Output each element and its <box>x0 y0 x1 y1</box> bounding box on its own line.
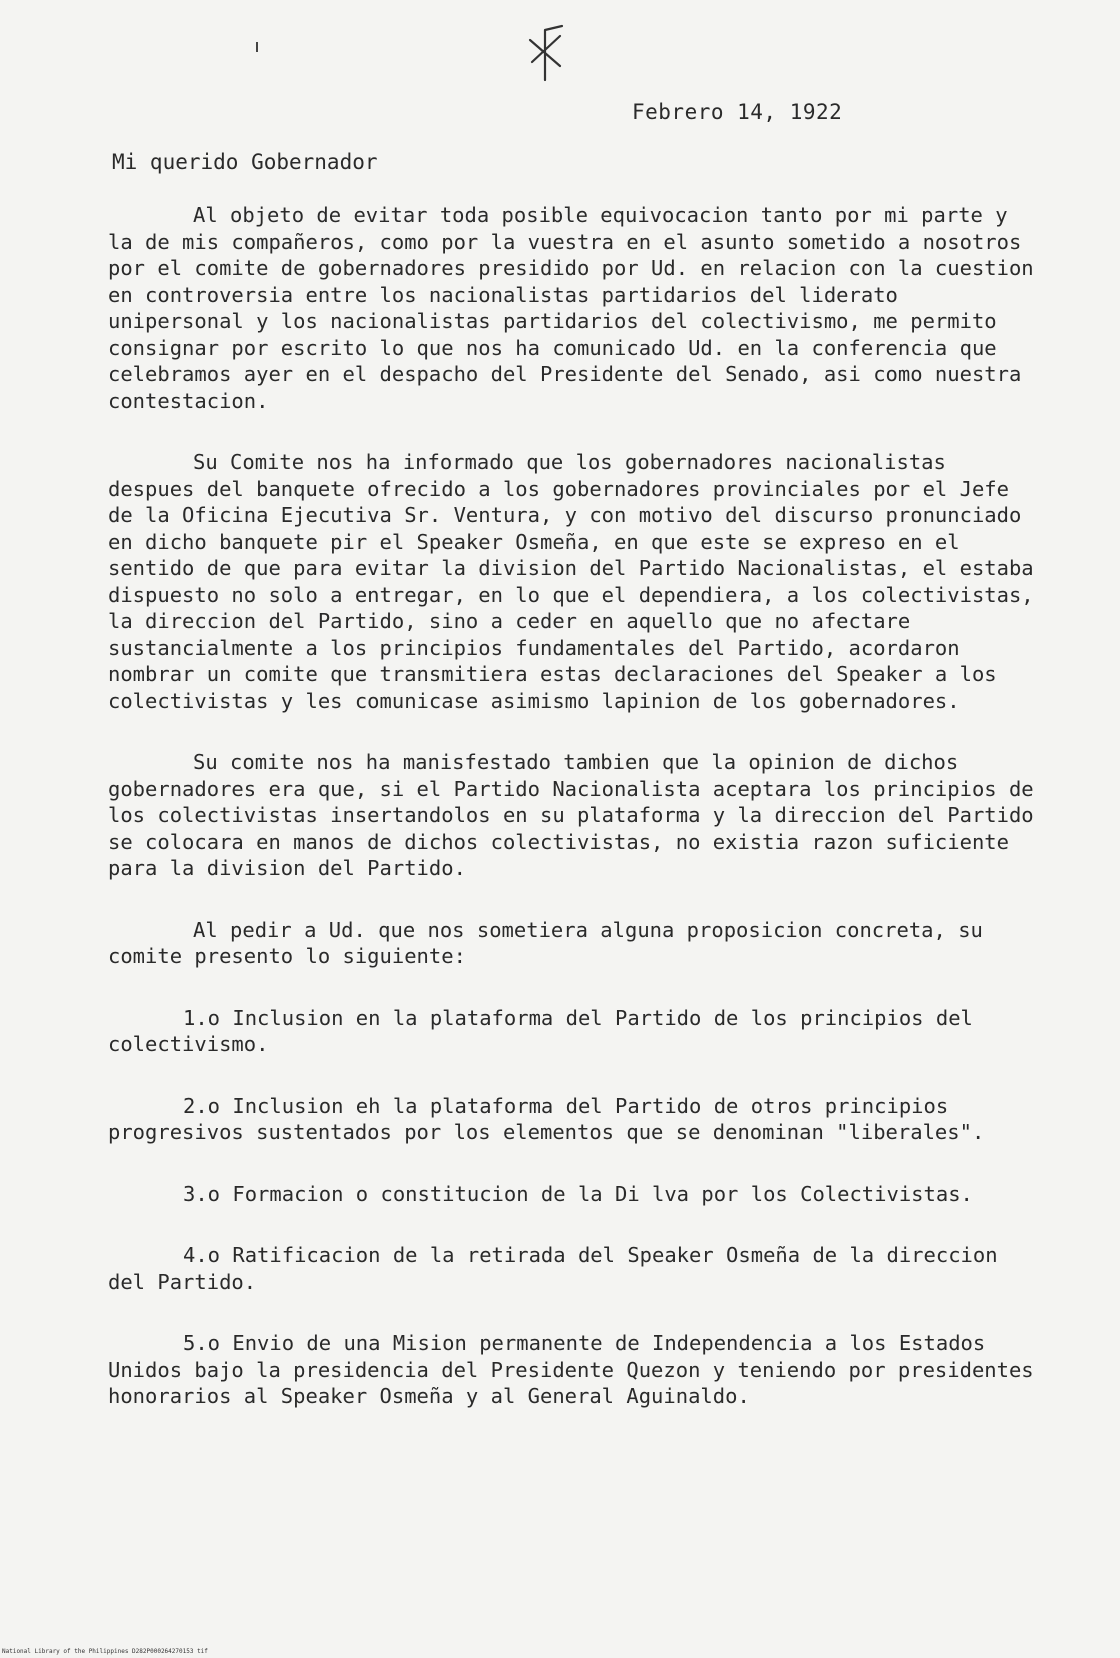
paragraph-3: Su comite nos ha manisfestado tambien que la opinion de dichos gobernadores era que, si el Partido Nacionalista aceptara los principios de los colectivistas insertandolos en su plataforma y la direccion del Partido se colocara en manos de dichos colectivistas, no existia razon suficiente para la division del Partido. <box>108 750 1034 880</box>
letter-body <box>108 202 1038 1445</box>
list-item-3: 3.o Formacion o constitucion de la Di lva por los Colectivistas. <box>183 1181 973 1206</box>
handwritten-asterisk-mark <box>520 22 570 82</box>
paragraph-4: Al pedir a Ud. que nos sometiera alguna proposicion concreta, su comite presento lo siguiente: <box>108 917 983 968</box>
list-item-4: 4.o Ratificacion de la retirada del Speaker Osmeña de la direccion del Partido. <box>108 1243 998 1294</box>
stray-mark <box>256 42 258 52</box>
list-item-2: 2.o Inclusion eh la plataforma del Partido de otros principios progresivos sustentados por los elementos que se denominan "liberales". <box>108 1093 985 1144</box>
list-item-5: 5.o Envio de una Mision permanente de Independencia a los Estados Unidos bajo la presidencia del Presidente Quezon y teniendo por presidentes honorarios al Speaker Osmeña y al General Aguinaldo. <box>108 1331 1034 1408</box>
paragraph-2: Su Comite nos ha informado que los gobernadores nacionalistas despues del banquete ofrecido a los gobernadores provinciales por el Jefe de la Oficina Ejecutiva Sr. Ventura, y con motivo del discurso pronunciado en dicho banquete pir el Speaker Osmeña, en que este se expreso en el sentido de que para evitar la division del Partido Nacionalistas, el estaba dispuesto no solo a entregar, en lo que el dependiera, a los colectivistas, la direccion del Partido, sino a ceder en aquello que no afectare sustancialmente a los principios fundamentales del Partido, acordaron nombrar un comite que transmitiera estas declaraciones del Speaker a los colectivistas y les comunicase asimismo lapinion de los gobernadores. <box>108 450 1034 713</box>
letter-salutation: Mi querido Gobernador <box>112 150 378 174</box>
list-item-1: 1.o Inclusion en la plataforma del Partido de los principios del colectivismo. <box>108 1005 973 1056</box>
letter-date: Febrero 14, 1922 <box>632 100 843 124</box>
archive-footer: National Library of the Philippines D282P000264270153 tif <box>2 1648 208 1655</box>
paragraph-1: Al objeto de evitar toda posible equivocacion tanto por mi parte y la de mis compañeros, como por la vuestra en el asunto sometido a nosotros por el comite de gobernadores presidido por Ud. en relacion con la cuestion en controversia entre los nacionalistas partidarios del liderato unipersonal y los nacionalistas partidarios del colectivismo, me permito consignar por escrito lo que nos ha comunicado Ud. en la conferencia que celebramos ayer en el despacho del Presidente del Senado, asi como nuestra contestacion. <box>108 203 1034 413</box>
